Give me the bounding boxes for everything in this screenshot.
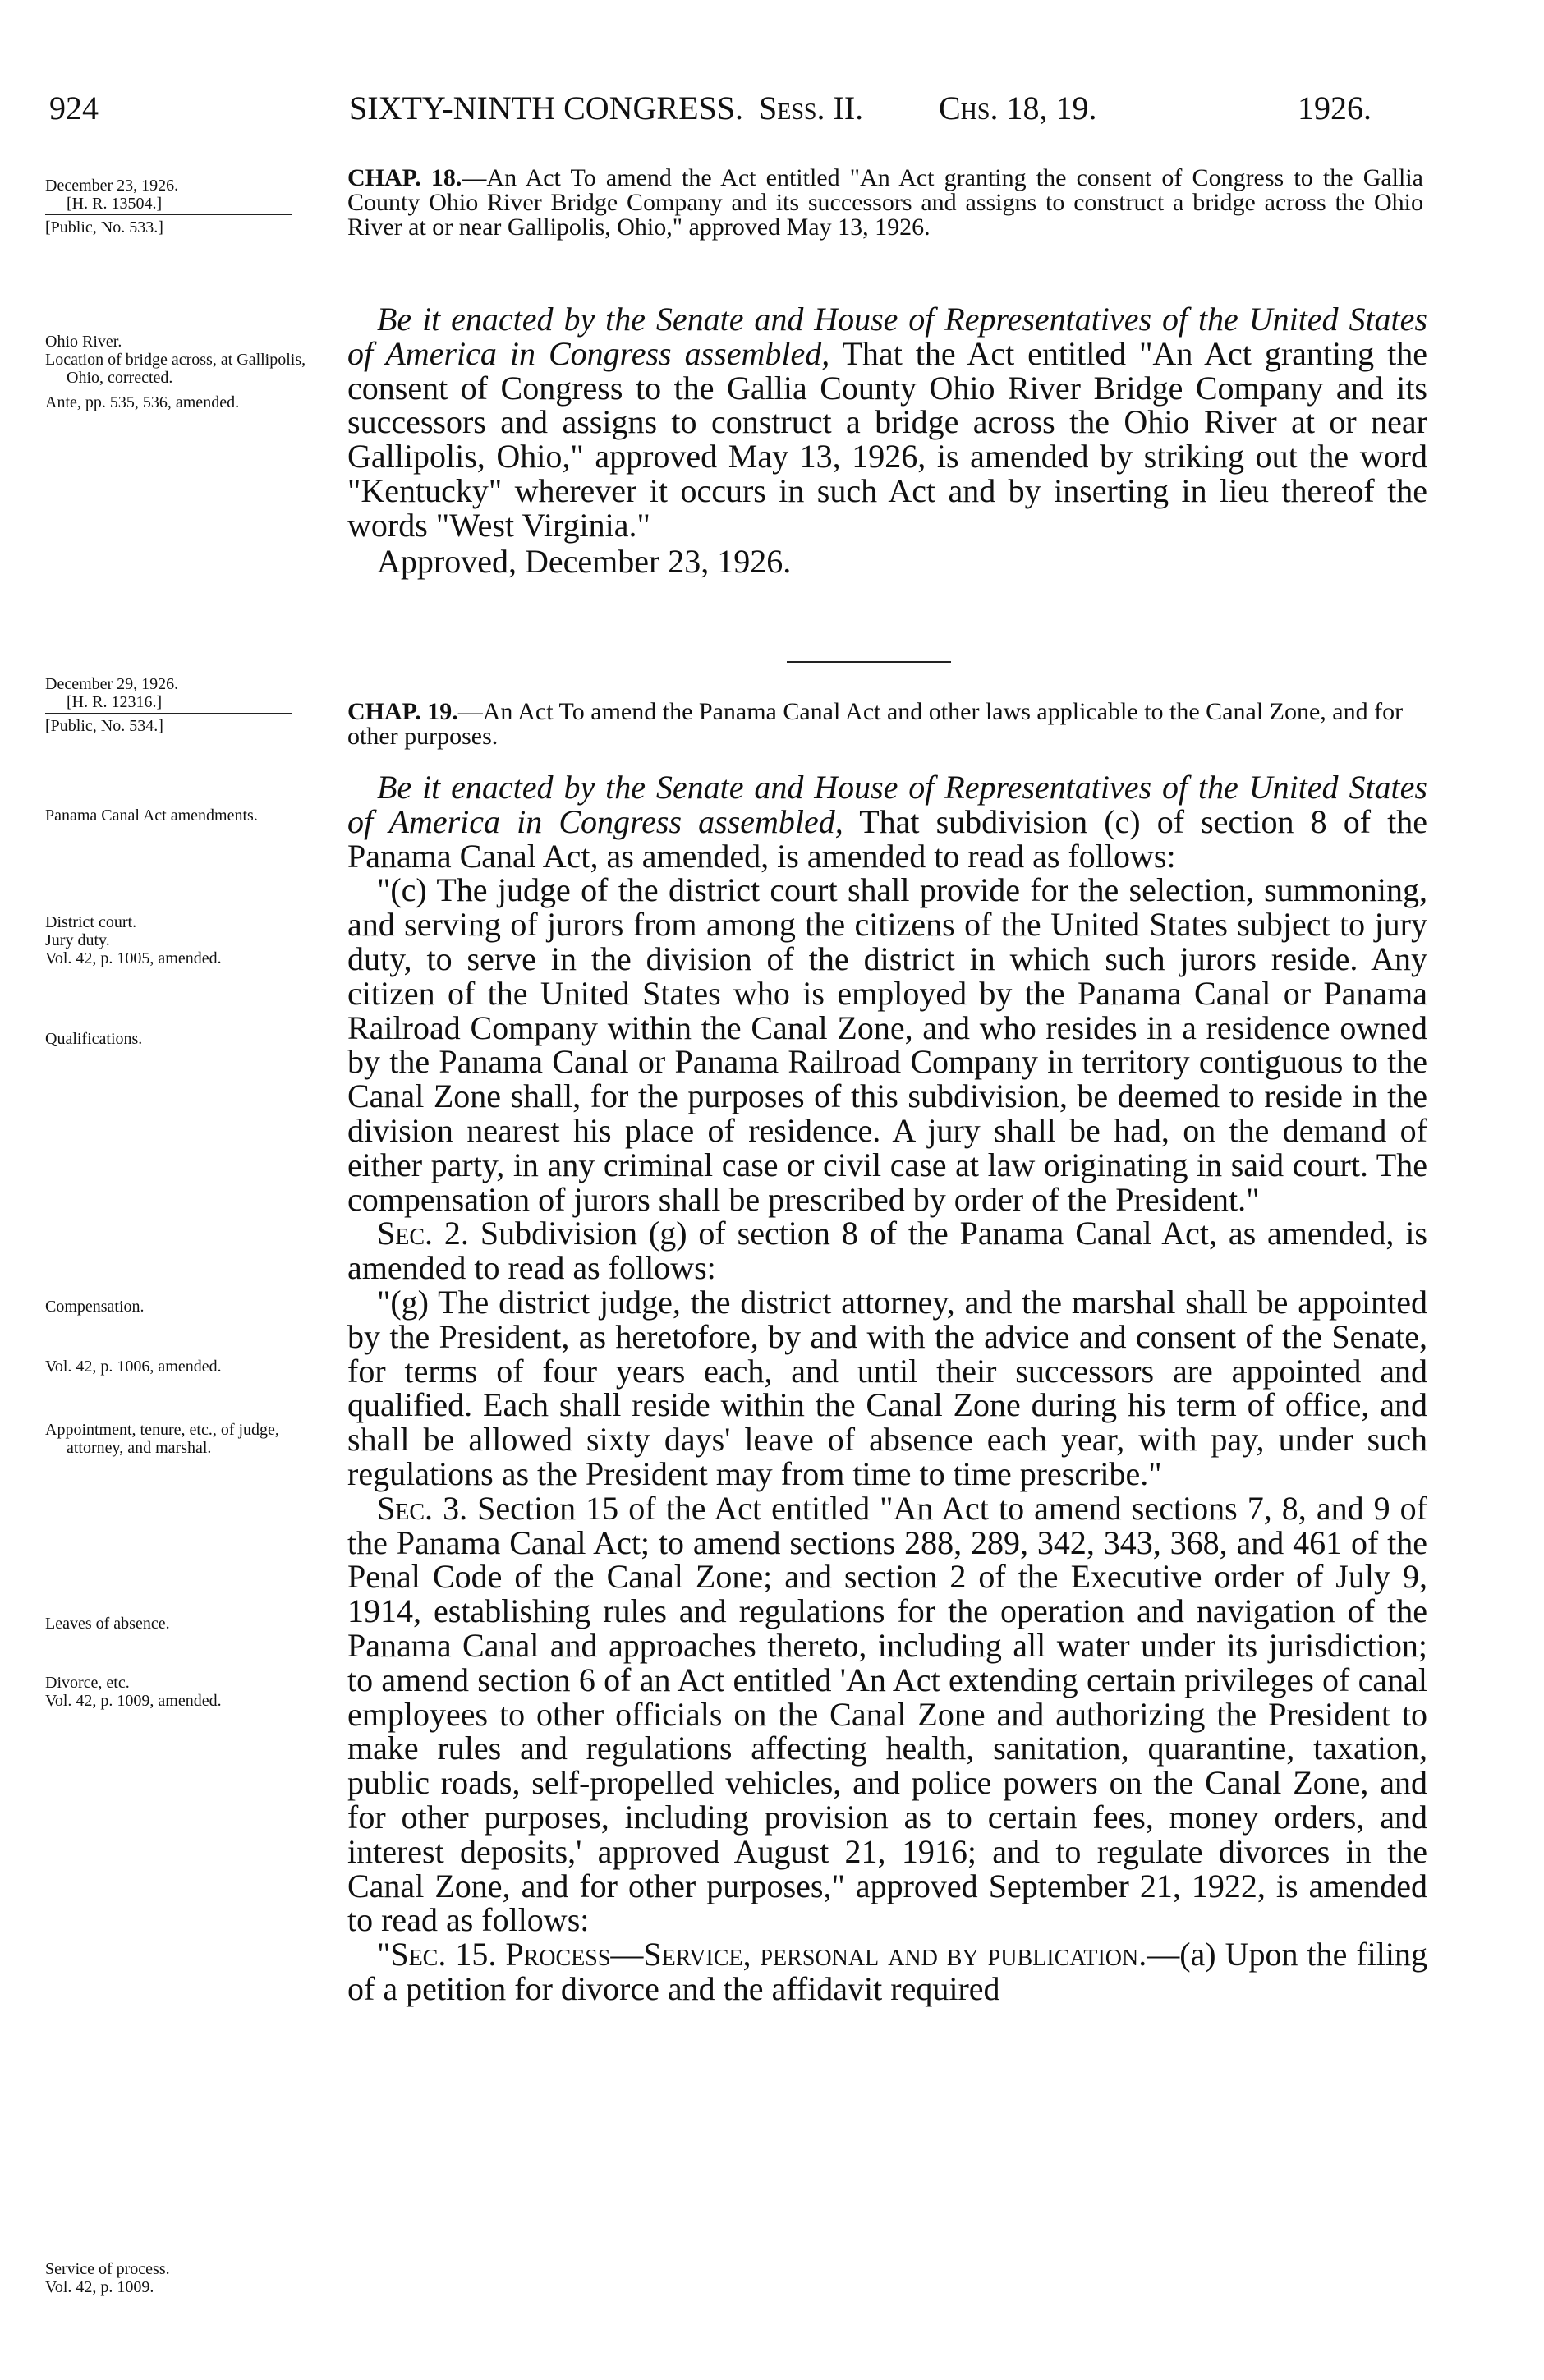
chap18-title xyxy=(347,166,1423,240)
sec2-label: Sec. 2. xyxy=(377,1215,469,1252)
chapter-divider xyxy=(787,661,951,663)
congress-title: SIXTY-NINTH CONGRESS. xyxy=(349,90,744,126)
chap19-public: [Public, No. 534.] xyxy=(45,717,163,735)
margin-compensation: Compensation. xyxy=(45,1298,145,1316)
chap19-bill: [H. R. 12316.] xyxy=(67,693,163,711)
chap19-label: CHAP. 19. xyxy=(347,698,458,725)
margin-district-court: District court. Jury duty. Vol. 42, p. 1005, amended. xyxy=(45,913,222,967)
sec3-text: Section 15 of the Act entitled "An Act to amend sections 7, 8, and 9 of the Panama Canal Act; to amend sections 288, 289, 342, 343, 368, and 461 of the Penal Code of the Canal Zone; and section 2 of the Executive order of July 9, 1914, establishing rules and regulations for the operation and navigation of the Panama Canal and approaches thereto, including all water under its jurisdiction; to amend section 6 of an Act entitled 'An Act extending certain privileges of canal employees to other officials on the Canal Zone and authorizing the President to make rules and regulations affecting health, sanitation, quarantine, taxation, public roads, self-propelled vehicles, and police powers on the Canal Zone, and for other purposes, including provision as to certain fees, money orders, and interest deposits,' approved August 21, 1916; and to regulate divorces in the Canal Zone, and for other purposes," approved September 21, 1922, is amended to read as follows: xyxy=(347,1489,1427,1939)
chap19-date: December 29, 1926. xyxy=(45,675,179,693)
margin-ohio-river: Ohio River. xyxy=(45,333,122,351)
chap18-bill: [H. R. 13504.] xyxy=(67,195,163,213)
sec2-text: Subdivision (g) of section 8 of the Panama Canal Act, as amended, is amended to read as follows: xyxy=(347,1215,1428,1287)
margin-leaves: Leaves of absence. xyxy=(45,1615,170,1633)
chap19-para1: That subdivision (c) of section 8 of the Panama Canal Act, as amended, is amended to read as follows: xyxy=(347,802,1427,875)
page-number: 924 xyxy=(49,90,99,126)
chap19-enacting-clause: Be it enacted by the Senate and House of Representatives of the United States of America in Congress assembled, xyxy=(347,769,1427,840)
margin-location-bridge: Location of bridge across, at Gallipolis, Ohio, corrected. xyxy=(45,351,306,387)
chap18-enacting-clause: Be it enacted by the Senate and House of Representatives of the United States of America in Congress assembled, xyxy=(347,301,1427,372)
chapters-label: Chs. 18, 19. xyxy=(939,90,1097,126)
session-label: Sess. II. xyxy=(759,90,864,126)
margin-appointment: Appointment, tenure, etc., of judge, attorney, and marshal. xyxy=(45,1421,279,1457)
chap19-para3: "(g) The district judge, the district attorney, and the marshal shall be appointed by the President, as heretofore, by and with the advice and consent of the Senate, for terms of four years each, and until their successors are appointed and qualified. Each shall reside within the Canal Zone during his term of office, and shall be allowed sixty days' leave of absence each year, with pay, under such regulations as the President may from time to time prescribe." xyxy=(347,1283,1427,1492)
chap19-margin-citation xyxy=(45,675,316,735)
sec15-text: —(a) Upon the filing of a petition for divorce and the affidavit required xyxy=(347,1936,1427,2007)
margin-rule xyxy=(45,713,292,714)
chap18-title-text: —An Act To amend the Act entitled "An Act granting the consent of Congress to the Gallia County Ohio River Bridge Company and its successors and assigns to construct a bridge across the Ohio River at or near Gallipolis, Ohio," approved May 13, 1926. xyxy=(347,164,1423,241)
margin-qualifications: Qualifications. xyxy=(45,1030,143,1048)
margin-amendments: Panama Canal Act amendments. xyxy=(45,806,258,825)
chap18-body xyxy=(347,302,1427,578)
chap18-text: That the Act entitled "An Act granting the consent of Congress to the Gallia County Ohio River Bridge Company and its successors and assigns to construct a bridge across the Ohio River at or near Gallipolis, Ohio," approved May 13, 1926, is amended by striking out the word "Kentucky" wherever it occurs in such Act and by inserting in lieu thereof the words "West Virginia." xyxy=(347,334,1427,544)
margin-service: Service of process. Vol. 42, p. 1009. xyxy=(45,2260,170,2296)
chap18-date: December 23, 1926. xyxy=(45,177,179,195)
chap18-label: CHAP. 18. xyxy=(347,164,462,191)
year-label: 1926. xyxy=(1298,90,1372,126)
chap19-body xyxy=(347,770,1427,2006)
chap19-title xyxy=(347,700,1423,749)
sec3-label: Sec. 3. xyxy=(377,1489,468,1527)
chap18-public: [Public, No. 533.] xyxy=(45,218,163,237)
chap18-approved: Approved, December 23, 1926. xyxy=(377,542,792,580)
chap19-title-text: —An Act To amend the Panama Canal Act and other laws applicable to the Canal Zone, and for other purposes. xyxy=(347,698,1404,750)
sec15-label: "Sec. 15. Process—Service, personal and by publication. xyxy=(377,1936,1147,1973)
margin-rule xyxy=(45,214,292,215)
margin-vol-1006: Vol. 42, p. 1006, amended. xyxy=(45,1358,222,1376)
margin-divorce: Divorce, etc. Vol. 42, p. 1009, amended. xyxy=(45,1674,222,1710)
margin-ante: Ante, pp. 535, 536, amended. xyxy=(45,393,240,411)
chap18-margin-notes xyxy=(45,333,316,411)
chap19-para2: "(c) The judge of the district court shall provide for the selection, summoning, and serving of jurors from among the citizens of the United States subject to jury duty, to serve in the division of the district in which such jurors reside. Any citizen of the United States who is employed by the Panama Canal or Panama Railroad Company within the Canal Zone, and who resides in a residence owned by the Panama Canal or Panama Railroad Company in territory contiguous to the Canal Zone shall, for the purposes of this subdivision, be deemed to reside in the division nearest his place of residence. A jury shall be had, on the demand of either party, in any criminal case or civil case at law originating in said court. The compensation of jurors shall be prescribed by order of the President." xyxy=(347,871,1427,1218)
chap18-margin-citation xyxy=(45,177,316,237)
